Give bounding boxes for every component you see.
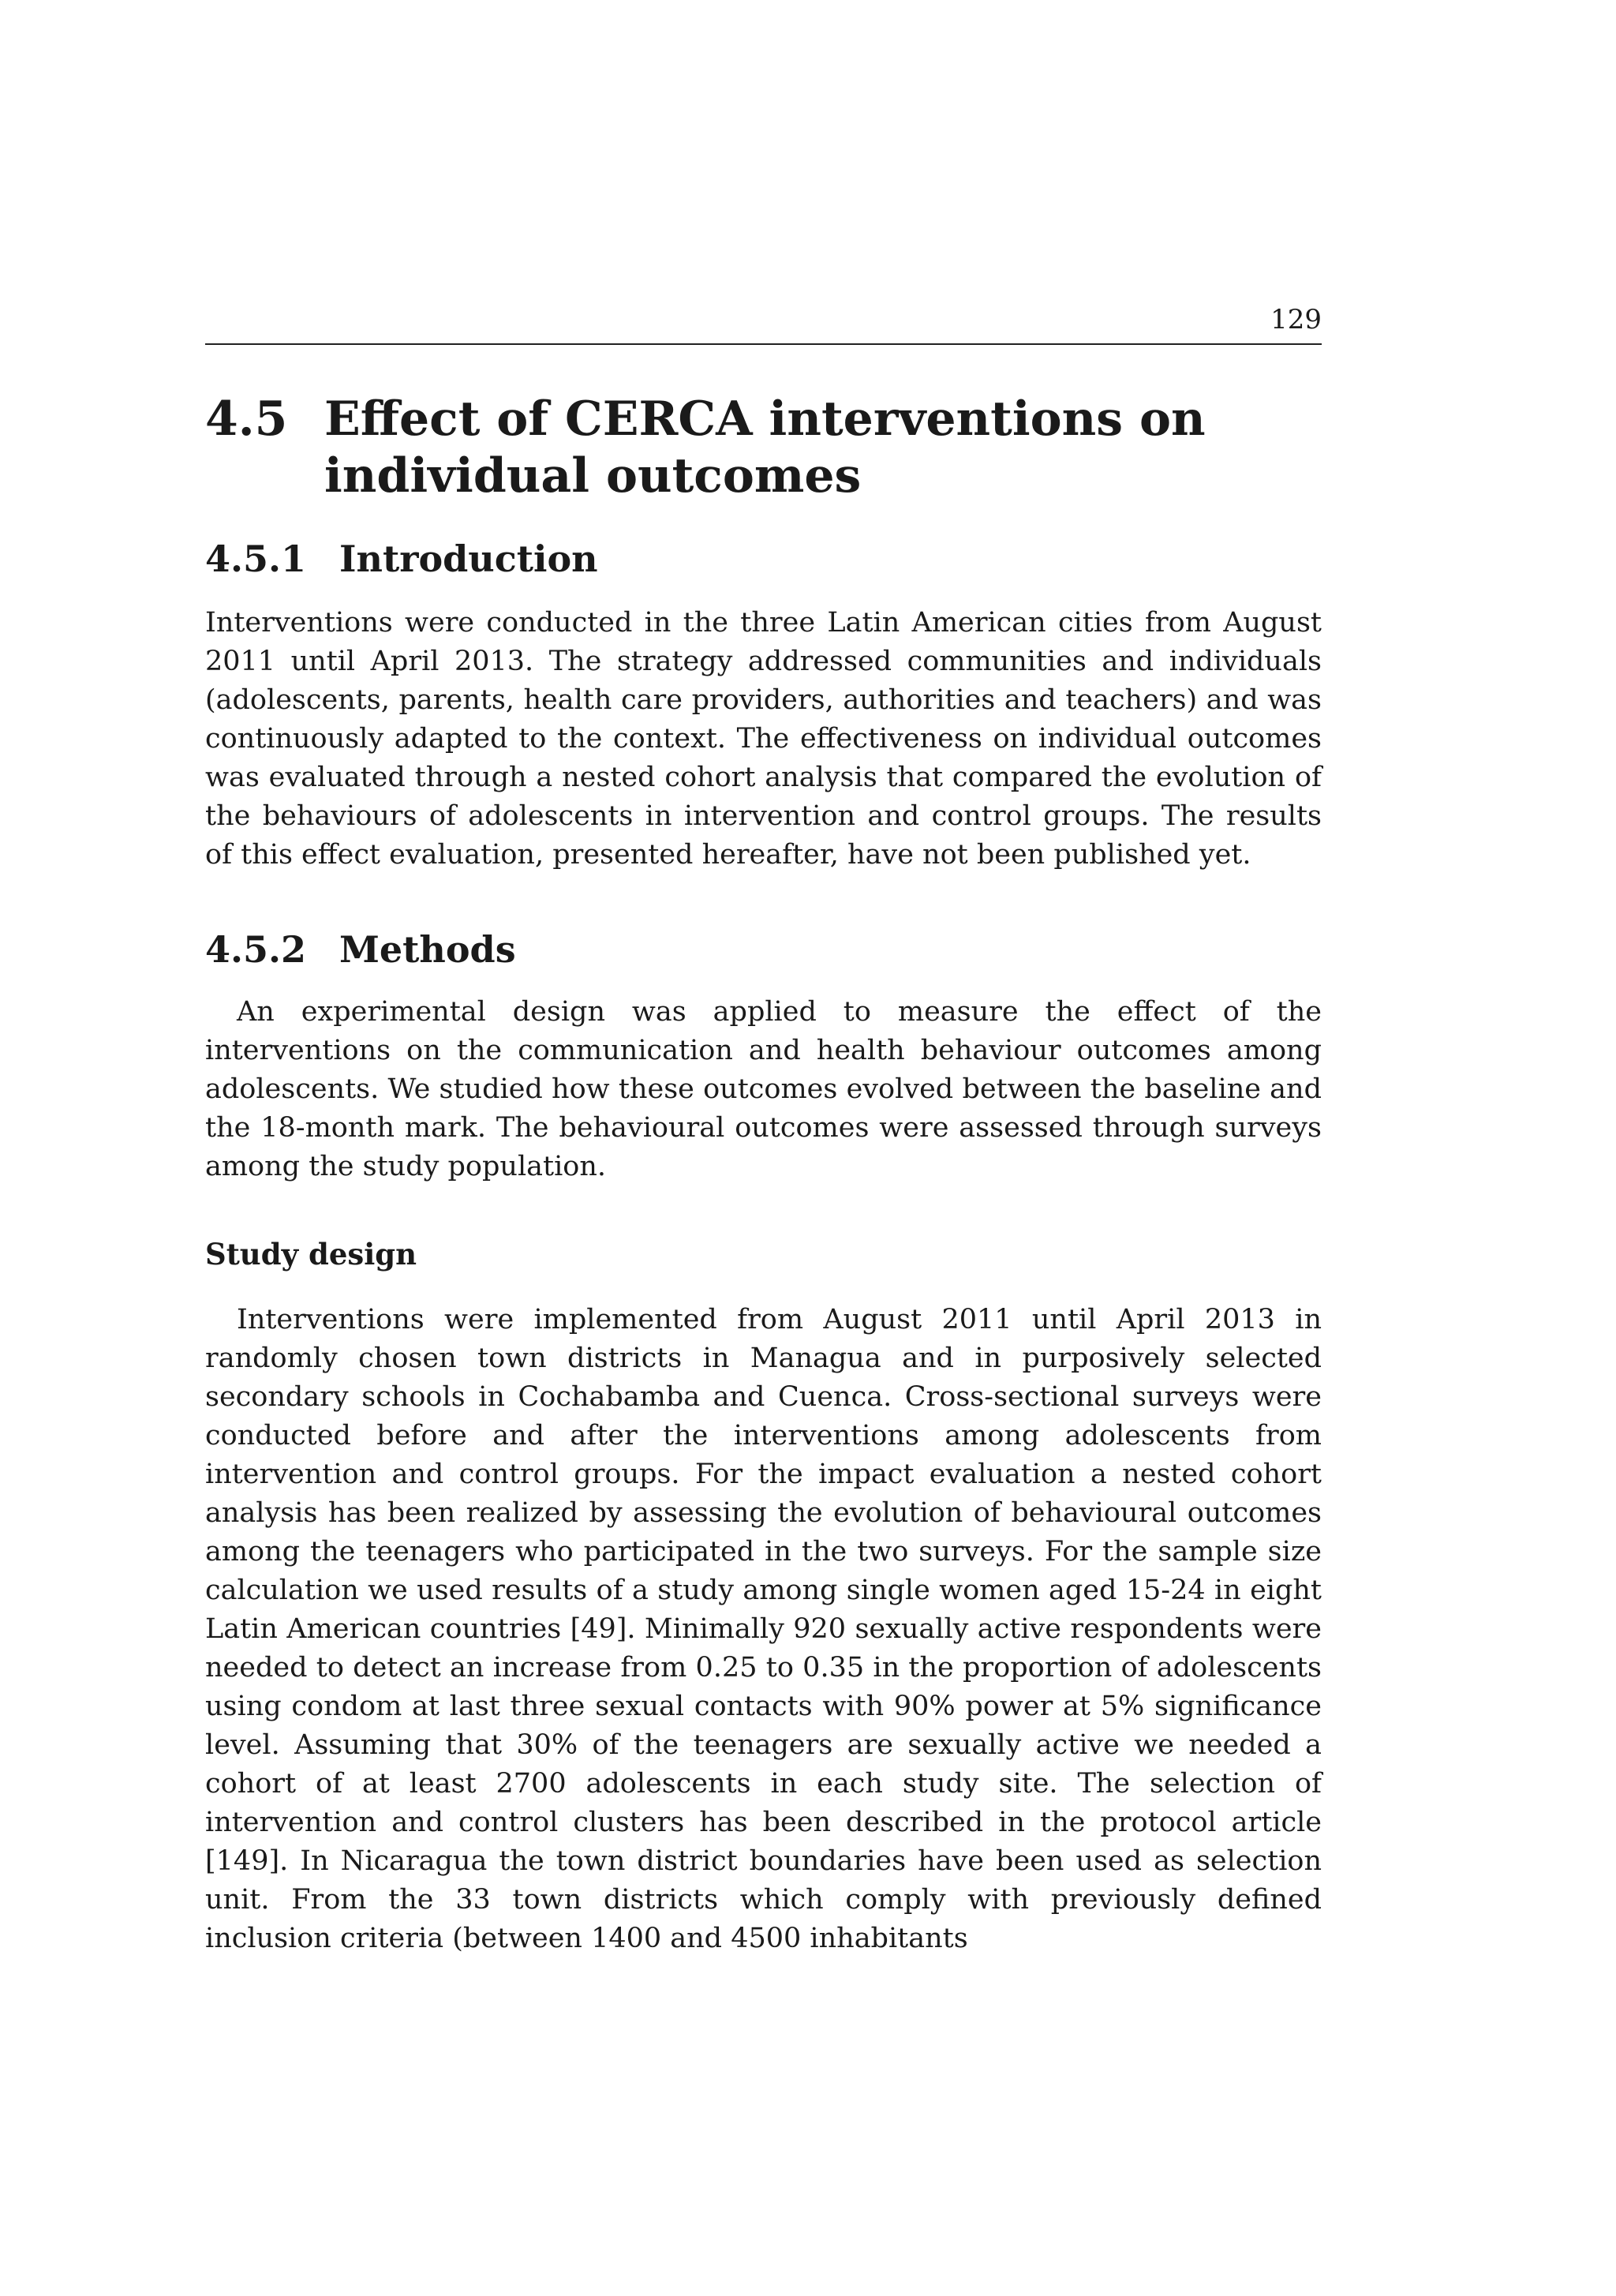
subsection-title: Methods — [339, 928, 516, 971]
page-number: 129 — [1270, 304, 1322, 335]
section-title: Effect of CERCA interventions on individual outcomes — [324, 391, 1206, 504]
subsection-heading-introduction — [205, 537, 598, 581]
subsection-number: 4.5.1 — [205, 537, 307, 580]
study-design-paragraph: Interventions were implemented from August 2011 until April 2013 in randomly chosen town districts in Managua and in purposively selected secondary schools in Cochabamba and Cuenca. Cross-sectional surveys were conducted before and after the interventions among adolescents from intervention and control groups. For the impact evaluation a nested cohort analysis has been realized by assessing the evolution of behavioural outcomes among the teenagers who participated in the two surveys. For the sample size calculation we used results of a study among single women aged 15-24 in eight Latin American countries [49]. Minimally 920 sexually active respondents were needed to detect an increase from 0.25 to 0.35 in the proportion of adolescents using condom at last three sexual contacts with 90% power at 5% significance level. Assuming that 30% of the teenagers are sexually active we needed a cohort of at least 2700 adolescents in each study site. The selection of intervention and control clusters has been described in the protocol article [149]. In Nicaragua the town district boundaries have been used as selection unit. From the 33 town districts which comply with previously defined inclusion criteria (between 1400 and 4500 inhabitants — [205, 1304, 1322, 1954]
methods-paragraph: An experimental design was applied to measure the effect of the interventions on the communication and health behaviour outcomes among adolescents. We studied how these outcomes evolved between the baseline and the 18-month mark. The behavioural outcomes were assessed through surveys among the study population. — [205, 996, 1322, 1182]
header-rule — [205, 343, 1322, 345]
subsection-title: Introduction — [339, 537, 598, 580]
introduction-paragraph: Interventions were conducted in the three Latin American cities from August 2011 until April 2013. The strategy addressed communities and individuals (adolescents, parents, health care providers, authorities and teachers) and was continuously adapted to the context. The effectiveness on individual outcomes was evaluated through a nested cohort analysis that compared the evolution of the behaviours of adolescents in intervention and control groups. The results of this effect evaluation, presented hereafter, have not been published yet. — [205, 607, 1322, 871]
subsection-heading-methods — [205, 927, 516, 972]
study-design-heading: Study design — [205, 1237, 417, 1272]
subsection-number: 4.5.2 — [205, 928, 307, 971]
section-heading — [205, 391, 1322, 504]
section-number: 4.5 — [205, 391, 288, 447]
